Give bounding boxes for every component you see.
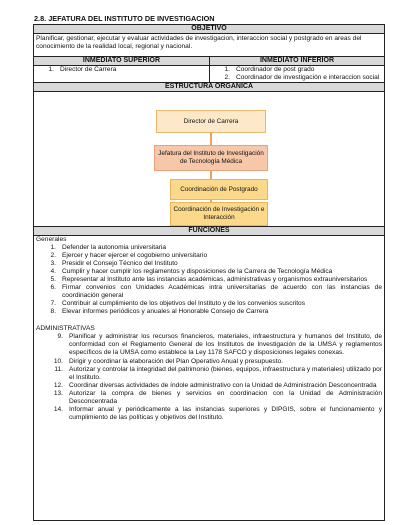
item-text: Planificar y administrar los recursos financieros, materiales, infraestructura y humanos del Instituto, de conformidad con el Reglamento General de los Institutos de Investigación de la UMSA y reglamentos específicos de la UMSA como establece la Ley 1178 SAFCO y disposiciones legales conexas. (69, 333, 382, 357)
item-text: Coordinar diversas actividades de índole administrativo con la Unidad de Administración Desconcentrada (69, 381, 377, 389)
function-item (36, 244, 382, 252)
superior-list (34, 66, 209, 74)
estructura-header: ESTRUCTURA ORGANICA (34, 83, 384, 92)
section-title: 2.8. JEFATURA DEL INSTITUTO DE INVESTIGACION (34, 14, 215, 23)
function-item (36, 382, 382, 390)
item-text: Presidir el Consejo Técnico del Instituto (62, 260, 178, 268)
function-item (36, 276, 382, 284)
function-item (36, 252, 382, 260)
function-item (36, 333, 382, 357)
org-box-investigacion: Coordinación de Investigación e Interacción (170, 202, 268, 226)
item-text: Contribuir al cumplimiento de los objetivos del Instituto y de los convenios suscritos (62, 300, 305, 308)
function-item (36, 358, 382, 366)
item-text: Coordinador de investigación e interaccion social (236, 74, 380, 82)
org-box-jefatura: Jefatura del Instituto de Investigación de Tecnología Médica (154, 145, 268, 171)
function-item (36, 406, 382, 422)
item-number: 1. (48, 66, 54, 73)
org-chart (34, 92, 384, 227)
item-number: 7. (50, 300, 56, 308)
item-number: 12. (53, 381, 63, 389)
funciones-body (34, 236, 384, 422)
function-item (36, 366, 382, 382)
function-item (36, 300, 382, 308)
item-text: Firmar convenios con Unidades Académicas intra universitarias de acuerdo con las instancias de coordinación general (62, 284, 382, 300)
inferior-item (212, 66, 382, 74)
item-text: Cumplir y hacer cumplir los reglamentos y disposiciones de la Carrera de Tecnología Médica (62, 268, 333, 276)
superior-item (36, 66, 207, 74)
item-number: 1. (224, 66, 230, 73)
item-text: Dirigir y coordinar la elaboración del Plan Operativo Anual y presupuesto. (69, 357, 284, 365)
administrativas-title: ADMINISTRATIVAS (36, 325, 95, 333)
connector-line (210, 133, 212, 145)
generales-list (36, 244, 382, 316)
generales-title: Generales (36, 236, 67, 244)
item-number: 4. (50, 268, 56, 276)
item-number: 1. (50, 244, 56, 252)
item-text: Elevar informes periódicos y anuales al Honorable Consejo de Carrera (62, 308, 269, 316)
function-item (36, 284, 382, 300)
item-text: Autorizar y controlar la integridad del patrimonio (bienes, equipos, infraestructura y materiales) utilizado por el Instituto. (69, 365, 382, 381)
item-number: 8. (50, 308, 56, 316)
item-text: Representar al Instituto ante las instancias académicas, administrativas y organismos extrauniversitarios (62, 276, 368, 284)
item-number: 5. (50, 276, 56, 284)
item-number: 6. (50, 284, 56, 292)
inferior-column (209, 57, 384, 82)
funciones-header: FUNCIONES (34, 227, 384, 236)
item-number: 14. (53, 405, 63, 413)
inferior-header: INMEDIATO INFERIOR (210, 57, 384, 66)
superior-column (34, 57, 209, 82)
function-item (36, 268, 382, 276)
inferior-list (210, 66, 384, 82)
administrativas-list (36, 333, 382, 421)
item-number: 11. (54, 365, 63, 373)
item-text: Informar anual y periódicamente a las instancias superiores y DIPGIS, sobre el funcionamiento y cumplimiento de las políticas y objetivos del Instituto. (69, 405, 382, 421)
function-item (36, 260, 382, 268)
item-text: Autorizar la compra de bienes y servicios en coordinacion con la Unidad de Administración Desconcentrada (69, 389, 382, 405)
objetivo-header: OBJETIVO (34, 25, 384, 34)
org-box-director: Director de Carrera (156, 110, 266, 133)
function-item (36, 308, 382, 316)
inferior-item (212, 74, 382, 82)
objetivo-text: Planificar, gestionar, ejecutar y evaluar actividades de investigacion, interaccion social y postgrado en areas del conocimiento de la realidad local, regional y nacional. (34, 34, 384, 57)
function-manual-table (33, 24, 385, 521)
item-number: 10. (53, 357, 63, 365)
item-number: 3. (50, 260, 56, 268)
item-number: 13. (53, 389, 63, 397)
item-number: 9. (57, 333, 63, 341)
org-box-postgrado: Coordinación de Postgrado (170, 179, 268, 200)
hierarchy-row (34, 57, 384, 83)
item-number: 2. (50, 252, 56, 260)
item-text: Ejercer y hacer ejercer el cogobierno universitario (62, 252, 208, 260)
item-text: Coordinador de post grado (236, 66, 315, 73)
item-number: 2. (224, 74, 230, 82)
function-item (36, 390, 382, 406)
item-text: Director de Carrera (60, 66, 117, 73)
item-text: Defender la autonomia universitaria (62, 244, 167, 252)
superior-header: INMEDIATO SUPERIOR (34, 57, 209, 66)
